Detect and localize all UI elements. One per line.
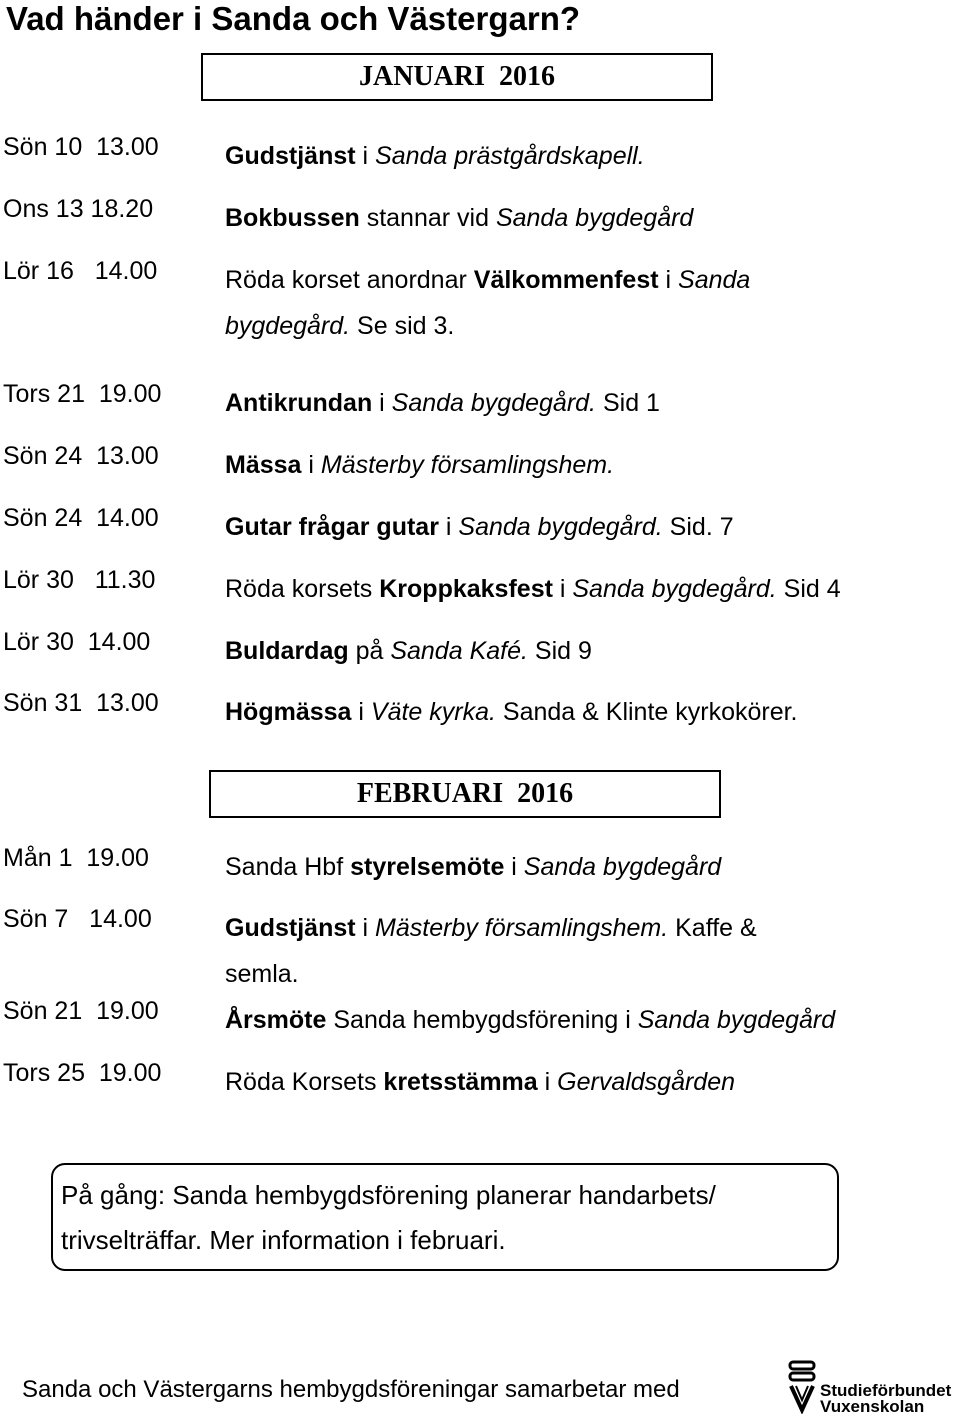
event-row <box>0 380 960 424</box>
description-line <box>225 905 945 951</box>
description-segment: Sanda & Klinte kyrkokörer. <box>495 698 798 726</box>
event-row <box>0 1059 960 1103</box>
info-line-1: På gång: Sanda hembygdsförening planerar handarbets/ <box>61 1180 716 1210</box>
event-row <box>0 257 960 340</box>
event-date: Sön 7 14.00 <box>3 905 152 933</box>
description-segment: Se sid 3. <box>350 312 455 340</box>
january-header: JANUARI 2016 <box>201 53 713 101</box>
logo-line-2: Vuxenskolan <box>820 1397 925 1416</box>
description-segment: Sanda hembygdsförening i <box>326 1006 638 1034</box>
event-date: Lör 16 14.00 <box>3 257 158 285</box>
description-segment: Sanda bygdegård. <box>458 513 663 541</box>
description-segment: Kaffe & <box>668 914 757 942</box>
description-line <box>225 195 945 241</box>
description-segment: Mästerby församlingshem. <box>375 914 669 942</box>
description-segment: Gutar frågar gutar <box>225 513 439 541</box>
february-header: FEBRUARI 2016 <box>209 770 721 818</box>
event-description <box>225 133 945 179</box>
description-segment: Sanda prästgårdskapell. <box>375 142 645 170</box>
description-segment: i <box>351 698 371 726</box>
description-segment: Bokbussen <box>225 204 360 232</box>
event-date: Tors 25 19.00 <box>3 1059 162 1087</box>
event-date: Ons 13 18.20 <box>3 195 154 223</box>
event-description <box>225 689 945 735</box>
description-line <box>225 951 945 997</box>
description-segment: Sanda <box>678 266 751 294</box>
description-segment: Röda Korsets <box>225 1068 384 1096</box>
info-line-2: trivselträffar. Mer information i februari. <box>61 1225 506 1255</box>
description-segment: Röda korset anordnar <box>225 266 474 294</box>
description-segment: Gudstjänst <box>225 142 356 170</box>
event-date: Tors 21 19.00 <box>3 380 162 408</box>
event-row <box>0 844 960 888</box>
event-row <box>0 566 960 610</box>
description-segment: Röda korsets <box>225 575 380 603</box>
description-segment: Sid. 7 <box>662 513 734 541</box>
description-segment: Årsmöte <box>225 1006 327 1034</box>
event-description <box>225 195 945 241</box>
description-line <box>225 303 945 349</box>
description-line <box>225 133 945 179</box>
description-segment: Sanda Hbf <box>225 853 351 881</box>
event-date: Sön 10 13.00 <box>3 133 159 161</box>
event-description <box>225 844 945 890</box>
event-date: Sön 31 13.00 <box>3 689 159 717</box>
description-line <box>225 1059 945 1105</box>
studieforbundet-logo <box>786 1360 958 1414</box>
info-box <box>51 1163 839 1271</box>
description-segment: i <box>552 575 573 603</box>
description-segment: kretsstämma <box>383 1068 538 1096</box>
description-segment: i <box>355 914 376 942</box>
description-segment: Mässa <box>225 451 302 479</box>
event-description <box>225 380 945 426</box>
description-segment: i <box>658 266 679 294</box>
description-segment: Sid 9 <box>527 637 592 665</box>
description-segment: Välkommenfest <box>473 266 659 294</box>
logo-line-1: Studieförbundet <box>820 1381 952 1400</box>
description-segment: i <box>438 513 459 541</box>
description-segment: Sanda bygdegård <box>523 853 722 881</box>
page-title: Vad händer i Sanda och Västergarn? <box>6 0 581 37</box>
event-description <box>225 997 945 1043</box>
description-line <box>225 628 945 674</box>
event-description <box>225 905 945 997</box>
event-description <box>225 628 945 674</box>
description-line <box>225 257 945 303</box>
description-segment: Väte kyrka. <box>370 698 496 726</box>
description-line <box>225 997 945 1043</box>
event-description <box>225 257 945 349</box>
description-segment: Gudstjänst <box>225 914 356 942</box>
event-row <box>0 997 960 1041</box>
description-line <box>225 442 945 488</box>
event-date: Lör 30 14.00 <box>3 628 151 656</box>
description-segment: semla. <box>225 960 299 988</box>
event-description <box>225 566 945 612</box>
description-segment: i <box>372 389 392 417</box>
event-description <box>225 504 945 550</box>
event-date: Sön 24 14.00 <box>3 504 159 532</box>
event-row <box>0 442 960 486</box>
event-row <box>0 628 960 672</box>
vuxenskolan-logo-icon <box>788 1360 818 1414</box>
description-segment: i <box>355 142 376 170</box>
event-row <box>0 195 960 239</box>
description-segment: Mästerby församlingshem. <box>320 451 615 479</box>
description-segment: Gervaldsgården <box>557 1068 736 1096</box>
description-segment: Sid 1 <box>596 389 660 417</box>
description-segment: Högmässa <box>225 698 352 726</box>
description-segment: Antikrundan <box>225 389 373 417</box>
event-date: Sön 21 19.00 <box>3 997 159 1025</box>
description-line <box>225 566 945 612</box>
description-segment: Sanda bygdegård. <box>572 575 777 603</box>
description-segment: Buldardag <box>225 637 349 665</box>
description-segment: Sanda bygdegård. <box>391 389 597 417</box>
event-description <box>225 1059 945 1105</box>
description-segment: Kroppkaksfest <box>379 575 553 603</box>
description-segment: i <box>537 1068 558 1096</box>
event-date: Mån 1 19.00 <box>3 844 149 872</box>
description-line <box>225 844 945 890</box>
event-description <box>225 442 945 488</box>
description-line <box>225 504 945 550</box>
description-segment: Sid 4 <box>776 575 841 603</box>
event-date: Lör 30 11.30 <box>3 566 156 594</box>
description-segment: bygdegård. <box>225 312 351 340</box>
description-segment: stannar vid <box>359 204 496 232</box>
description-segment: Sanda Kafé. <box>390 637 528 665</box>
event-date: Sön 24 13.00 <box>3 442 159 470</box>
description-segment: Sanda bygdegård <box>495 204 694 232</box>
description-line <box>225 689 945 735</box>
description-segment: styrelsemöte <box>350 853 505 881</box>
event-row <box>0 133 960 177</box>
event-row <box>0 689 960 733</box>
event-row <box>0 504 960 548</box>
description-segment: i <box>504 853 524 881</box>
description-segment: på <box>348 637 391 665</box>
description-segment: Sanda bygdegård <box>637 1006 836 1034</box>
event-row <box>0 905 960 988</box>
description-segment: i <box>301 451 321 479</box>
footer-text: Sanda och Västergarns hembygdsföreningar samarbetar med <box>22 1376 680 1403</box>
description-line <box>225 380 945 426</box>
